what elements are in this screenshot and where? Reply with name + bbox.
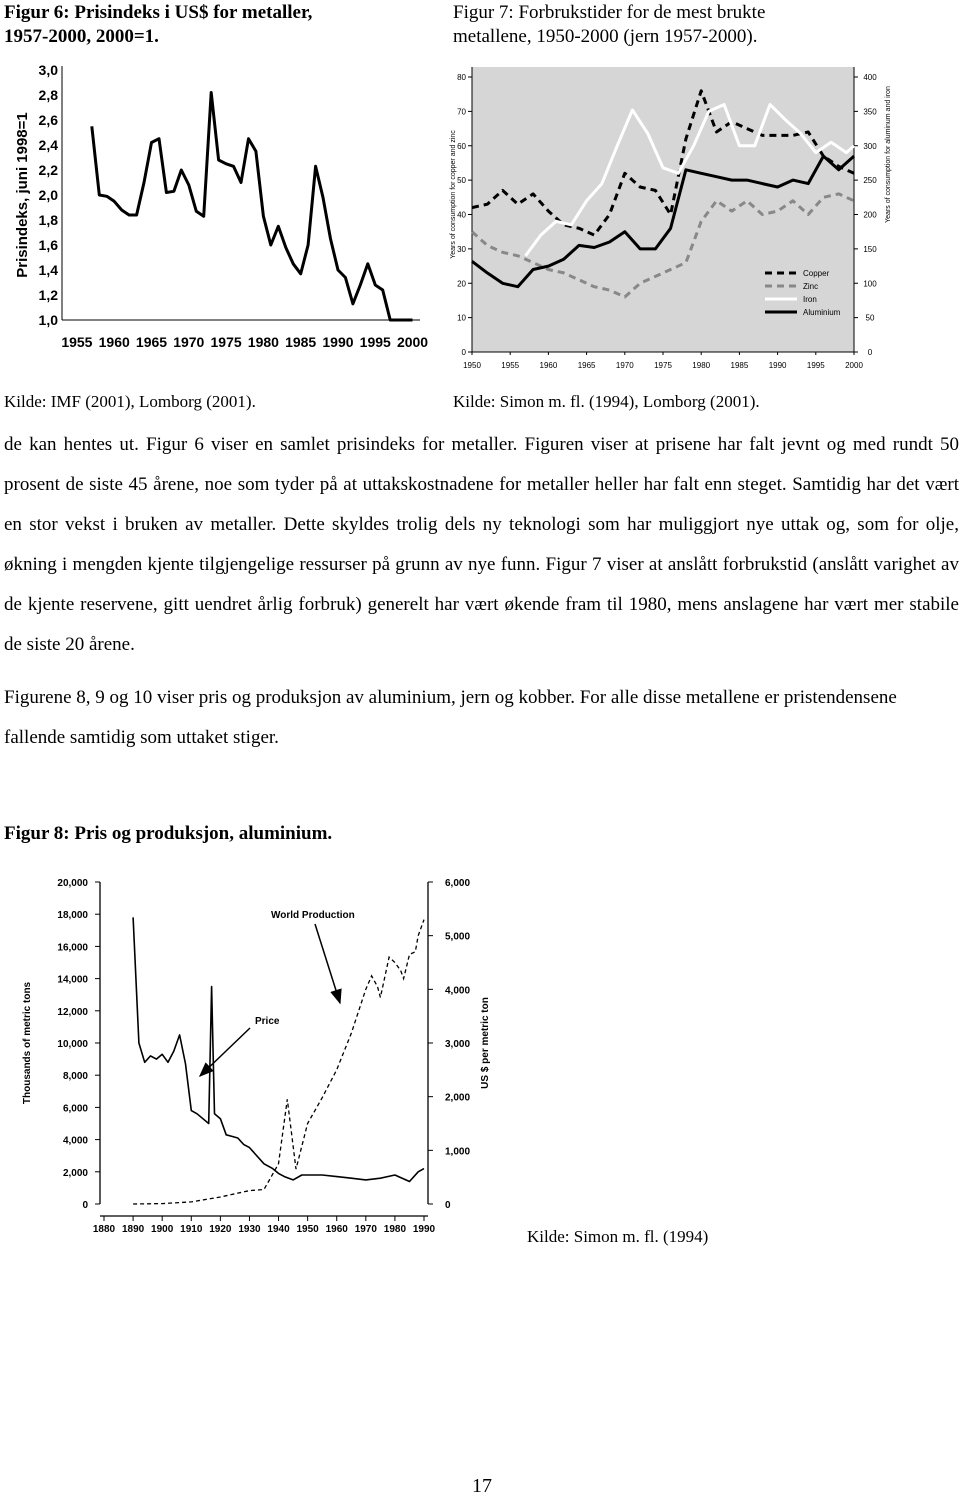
fig7-legend-label-zinc: Zinc [803, 282, 819, 291]
body-text [4, 425, 959, 758]
fig7-legend-label-aluminium: Aluminium [803, 308, 841, 317]
fig8-caption: Figur 8: Pris og produksjon, aluminium. [4, 823, 333, 844]
fig8-left-tick-label: 6,000 [62, 1103, 88, 1115]
fig6-x-tick-label: 1975 [210, 334, 242, 350]
fig8-source: Kilde: Simon m. fl. (1994) [527, 1227, 709, 1246]
fig6-x-tick-label: 1985 [285, 334, 317, 350]
fig8-x-tick-label: 1940 [267, 1224, 290, 1235]
fig6-x-tick-label: 1955 [61, 334, 93, 350]
fig7-legend-label-iron: Iron [803, 295, 817, 304]
fig6-y-tick-label: 1,0 [38, 312, 58, 328]
fig8-series-price [133, 917, 424, 1181]
fig6-y-tick-label: 2,6 [38, 112, 58, 128]
fig7-left-tick-label: 60 [457, 141, 466, 151]
fig8-left-tick-label: 20,000 [57, 878, 88, 889]
fig6-y-tick-label: 1,4 [38, 262, 58, 278]
fig8-left-axis-title: Thousands of metric tons [22, 981, 33, 1105]
fig8-x-tick-label: 1950 [296, 1224, 319, 1235]
fig8-right-tick-label: 4,000 [445, 985, 471, 997]
fig8-left-tick-label: 2,000 [62, 1167, 88, 1179]
fig8-right-tick-label: 1,000 [445, 1146, 471, 1158]
fig7-left-tick-label: 20 [457, 279, 466, 289]
fig8-left-tick-label: 0 [82, 1200, 88, 1211]
fig7-x-tick-label: 1995 [806, 361, 825, 370]
fig8-x-tick-label: 1970 [354, 1224, 377, 1235]
fig7-right-tick-label: 50 [865, 313, 875, 323]
fig7-left-tick-label: 70 [457, 107, 466, 117]
fig8-left-tick-label: 4,000 [62, 1135, 88, 1147]
fig8-left-tick-label: 18,000 [57, 910, 88, 922]
fig6-y-tick-label: 1,2 [38, 287, 58, 303]
fig8-annotation-world-production: World Production [271, 910, 355, 921]
fig8-right-axis-title: US $ per metric ton [480, 997, 491, 1089]
paragraph-1: de kan hentes ut. Figur 6 viser en samlet prisindeks for metaller. Figuren viser at prisene har falt jevnt og med rundt 50 prosent de siste 45 årene, noe som tyder på at uttakskostnadene for metaller heller har falt enn steget. Samtidig har det vært en stor vekst i bruken av metaller. Dette skyldes trolig dels ny teknologi som har muliggjort nye uttak og, som for olje, økning i mengden kjente tilgjengelige ressurser på grunn av nye funn. Figur 7 viser at anslått forbrukstid (anslått varighet av de kjente reservene, gitt uendret årlig forbruk) generelt har vært økende fram til 1980, mens anslagene har vært mer stabile de siste 20 årene. [4, 434, 959, 655]
fig8-right-tick-label: 3,000 [445, 1039, 471, 1050]
fig6-source: Kilde: IMF (2001), Lomborg (2001). [4, 392, 256, 411]
fig8-left-tick-label: 14,000 [57, 974, 88, 986]
fig7-right-tick-label: 250 [863, 176, 877, 186]
fig7-x-tick-label: 1970 [615, 361, 634, 370]
fig6-x-tick-label: 1980 [247, 334, 279, 350]
fig8-arrow-world-production [315, 924, 340, 1003]
fig7-left-tick-label: 40 [457, 210, 466, 220]
fig8-x-tick-label: 1910 [180, 1224, 203, 1235]
fig7-x-tick-label: 1990 [768, 361, 787, 370]
fig8-left-tick-label: 8,000 [62, 1071, 88, 1083]
fig6-x-tick-label: 1995 [359, 334, 391, 350]
fig6-x-tick-label: 1990 [322, 334, 354, 350]
fig8-x-tick-label: 1890 [121, 1224, 145, 1235]
fig8-series-world-production [133, 920, 424, 1204]
fig7-right-axis-title: Years of consumption for aluminum and iron [885, 86, 892, 223]
fig7-left-axis-title: Years of consumption for copper and zinc [450, 130, 457, 259]
fig6-x-tick-label: 1960 [98, 334, 130, 350]
fig6-series-line [92, 93, 413, 321]
fig6-x-tick-label: 2000 [396, 334, 429, 350]
fig7-right-tick-label: 350 [863, 107, 877, 117]
fig7-x-tick-label: 1960 [539, 361, 558, 370]
fig8-annotation-price: Price [255, 1016, 280, 1027]
fig7-left-tick-label: 50 [457, 176, 466, 186]
fig7-left-tick-label: 80 [457, 73, 466, 82]
fig7-caption-line1: Figur 7: Forbrukstider for de mest brukte [453, 2, 766, 23]
fig7-x-tick-label: 1955 [501, 361, 520, 370]
fig6-y-tick-label: 2,0 [38, 187, 58, 203]
fig8-x-tick-label: 1980 [383, 1224, 407, 1235]
fig6-caption-line2: 1957-2000, 2000=1. [4, 26, 159, 47]
fig7-x-tick-label: 1975 [654, 361, 672, 370]
fig8-x-tick-label: 1960 [325, 1224, 348, 1235]
fig7-left-tick-label: 0 [461, 348, 466, 357]
fig7-x-tick-label: 1950 [463, 361, 481, 370]
fig7-x-tick-label: 1985 [730, 361, 749, 370]
fig8-x-tick-label: 1880 [92, 1224, 116, 1235]
fig7-caption-line2: metallene, 1950-2000 (jern 1957-2000). [453, 26, 758, 47]
fig7-right-tick-label: 200 [863, 210, 877, 220]
fig7-right-tick-label: 300 [863, 141, 877, 151]
fig6-y-tick-label: 1,6 [38, 237, 58, 253]
fig7-consumption-years-chart [440, 62, 900, 377]
fig6-y-axis-title: Prisindeks, juni 1998=1 [14, 112, 31, 278]
fig7-left-tick-label: 10 [457, 313, 466, 323]
fig8-right-tick-label: 2,000 [445, 1092, 471, 1104]
fig8-x-tick-label: 1990 [412, 1224, 436, 1235]
fig8-left-tick-label: 16,000 [57, 942, 88, 954]
fig6-x-tick-label: 1970 [173, 334, 205, 350]
fig7-plot-background [472, 67, 854, 352]
fig8-right-tick-label: 0 [445, 1200, 451, 1211]
fig6-y-tick-label: 2,2 [38, 162, 58, 178]
page-number: 17 [472, 1475, 492, 1497]
fig7-right-tick-label: 100 [863, 279, 877, 289]
fig8-left-tick-label: 12,000 [57, 1006, 88, 1018]
fig8-right-tick-label: 5,000 [445, 931, 471, 943]
fig8-arrow-price [200, 1028, 250, 1076]
fig6-y-tick-label: 1,8 [38, 212, 58, 228]
fig6-y-tick-label: 2,8 [38, 87, 58, 103]
fig6-y-tick-label: 2,4 [38, 137, 58, 153]
fig7-right-tick-label: 150 [863, 244, 877, 254]
fig7-x-tick-label: 1965 [577, 361, 596, 370]
fig7-right-tick-label: 0 [867, 348, 873, 357]
fig8-x-tick-label: 1920 [209, 1224, 232, 1235]
fig7-right-tick-label: 400 [863, 73, 877, 82]
fig7-left-tick-label: 30 [457, 244, 466, 254]
paragraph-2: Figurene 8, 9 og 10 viser pris og produksjon av aluminium, jern og kobber. For alle disse metallene er pristendensene fallende samtidig som uttaket stiger. [4, 687, 897, 748]
fig7-x-tick-label: 1980 [692, 361, 711, 370]
fig8-left-tick-label: 10,000 [57, 1039, 88, 1050]
fig6-price-index-chart [0, 58, 430, 358]
fig6-caption [4, 1, 424, 49]
fig7-caption [453, 1, 953, 49]
fig8-aluminium-price-production-chart [10, 868, 500, 1238]
fig8-right-tick-label: 6,000 [445, 878, 471, 889]
fig8-x-tick-label: 1930 [238, 1224, 261, 1235]
fig6-y-tick-label: 3,0 [38, 62, 58, 78]
fig8-x-tick-label: 1900 [151, 1224, 174, 1235]
fig7-legend-label-copper: Copper [803, 269, 830, 278]
fig7-source: Kilde: Simon m. fl. (1994), Lomborg (2001). [453, 392, 760, 411]
fig6-x-tick-label: 1965 [135, 334, 168, 350]
fig6-caption-line1: Figur 6: Prisindeks i US$ for metaller, [4, 2, 313, 23]
fig7-x-tick-label: 2000 [845, 361, 863, 370]
